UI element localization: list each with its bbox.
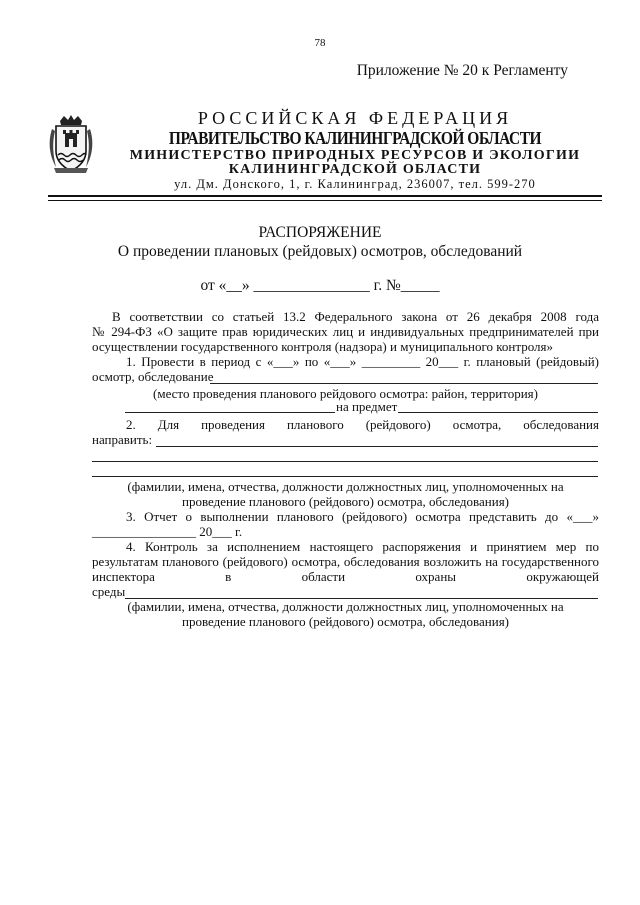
assignees-blank-line-2 [92, 461, 598, 462]
document-subtitle: О проведении плановых (рейдовых) осмотров, обследований [117, 243, 523, 260]
paragraph-2-hint-1: (фамилии, имена, отчества, должности должностных лиц, уполномоченных на [127, 479, 564, 494]
paragraph-3-line-1: 3. Отчет о выполнении планового (рейдового) осмотра представить до «___» [126, 509, 599, 524]
page-number: 78 [314, 37, 326, 49]
location-blank-line [210, 383, 598, 384]
intro-line-2: № 294-ФЗ «О защите прав юридических лиц и индивидуальных предпринимателей при [92, 324, 599, 339]
date-number-line: от «__» _______________ г. №_____ [200, 277, 440, 294]
paragraph-4-line-1: 4. Контроль за исполнением настоящего распоряжения и принятием мер по [126, 539, 599, 554]
header-rule-thin [48, 200, 602, 201]
paragraph-2-line-2: направить: [92, 432, 153, 447]
paragraph-1-hint: (место проведения планового рейдового осмотра: район, территория) [153, 386, 538, 401]
header-ministry-line1: МИНИСТЕРСТВО ПРИРОДНЫХ РЕСУРСОВ И ЭКОЛОГИИ [129, 148, 581, 163]
coat-of-arms-icon [46, 115, 96, 175]
header-country: РОССИЙСКАЯ ФЕДЕРАЦИЯ [197, 108, 513, 128]
subject-blank-line-left [125, 412, 335, 413]
paragraph-1-line-2: осмотр, обследование [92, 369, 214, 384]
header-rule-thick [48, 195, 602, 197]
paragraph-4-line-3: инспектора в области охраны окружающей [92, 569, 599, 584]
paragraph-3-line-2: ________________ 20___ г. [92, 524, 243, 539]
intro-line-1: В соответствии со статьей 13.2 Федерального закона от 26 декабря 2008 года [112, 309, 599, 324]
document-title: РАСПОРЯЖЕНИЕ [258, 224, 382, 241]
header-ministry-line2: КАЛИНИНГРАДСКОЙ ОБЛАСТИ [228, 162, 482, 177]
paragraph-4-line-4: среды [92, 584, 126, 599]
paragraph-4-line-2: результатам планового (рейдового) осмотра, обследования возложить на государственного [92, 554, 599, 569]
paragraph-4-hint-2: проведение планового (рейдового) осмотра, обследования) [181, 614, 510, 629]
paragraph-1-line-3: на предмет [336, 399, 398, 414]
assignees-blank-line-1 [156, 446, 598, 447]
paragraph-4-hint-1: (фамилии, имена, отчества, должности должностных лиц, уполномоченных на [127, 599, 564, 614]
header-government: ПРАВИТЕЛЬСТВО КАЛИНИНГРАДСКОЙ ОБЛАСТИ [168, 128, 542, 148]
assignees-blank-line-3 [92, 476, 598, 477]
paragraph-2-line-1: 2. Для проведения планового (рейдового) осмотра, обследования [126, 417, 599, 432]
subject-blank-line-right [398, 412, 598, 413]
appendix-label: Приложение № 20 к Регламенту [356, 62, 568, 79]
paragraph-1-line-1: 1. Провести в период с «___» по «___» _________ 20___ г. плановый (рейдовый) [126, 354, 599, 369]
paragraph-2-hint-2: проведение планового (рейдового) осмотра, обследования) [181, 494, 510, 509]
header-address: ул. Дм. Донского, 1, г. Калининград, 236007, тел. 599-270 [174, 177, 536, 191]
intro-line-3: осуществлении государственного контроля (надзора) и муниципального контроля» [92, 339, 553, 354]
